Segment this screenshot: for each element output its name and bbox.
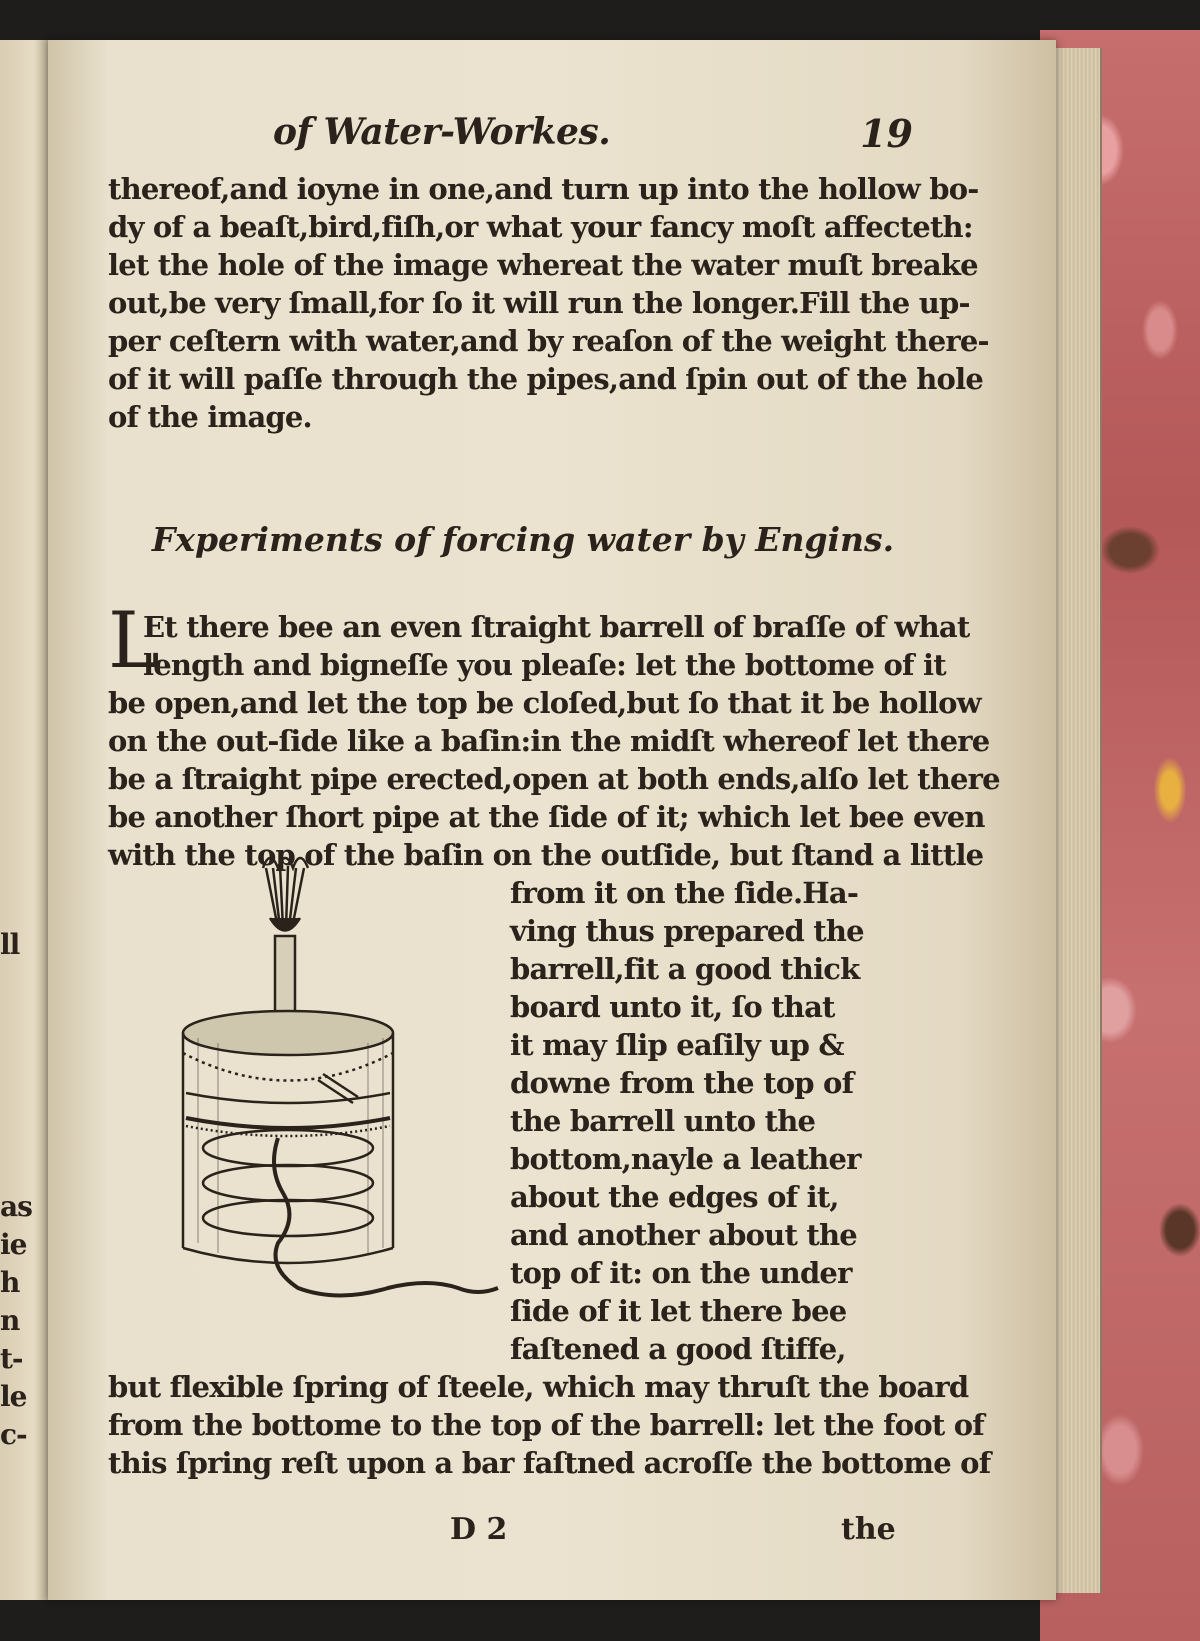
previous-page-edge (0, 40, 48, 1600)
book-page (48, 40, 1056, 1600)
section-title: Fxperiments of forcing water by Engins. (151, 520, 895, 559)
text-line: on the out-ſide like a baſin:in the midſt whereof let there (108, 724, 990, 758)
text-line: out,be very ſmall,for ſo it will run the longer.Fill the up- (108, 286, 970, 320)
cord-illustration (274, 1138, 498, 1296)
text-line: from the bottome to the top of the barrell: let the foot of (108, 1408, 984, 1442)
text-line: ving thus prepared the (510, 914, 864, 948)
text-line: Et there bee an even ſtraight barrell of braſſe of what (143, 610, 970, 644)
left-page-fragment: t- (0, 1342, 23, 1375)
text-line: downe from the top of (510, 1066, 854, 1100)
text-line: bottom,nayle a leather (510, 1142, 861, 1176)
left-page-fragment: le (0, 1380, 27, 1413)
left-page-fragment: ll (0, 928, 20, 961)
catchword: the (841, 1512, 896, 1547)
text-line: be a ſtraight pipe erected,open at both ends,alſo let there (108, 762, 1000, 796)
text-line: it may ſlip eaſily up & (510, 1028, 844, 1062)
water-spray-illustration (263, 858, 308, 931)
text-line: let the hole of the image whereat the water muſt breake (108, 248, 978, 282)
signature-mark: D 2 (450, 1512, 508, 1547)
text-line: but flexible ſpring of ſteele, which may thruſt the board (108, 1370, 969, 1404)
text-line: and another about the (510, 1218, 857, 1252)
text-line: the barrell unto the (510, 1104, 816, 1138)
text-line: barrell,fit a good thick (510, 952, 860, 986)
text-line: be another ſhort pipe at the ſide of it; which let bee even (108, 800, 985, 834)
text-line: of it will paſſe through the pipes,and ſpin out of the hole (108, 362, 983, 396)
text-line: dy of a beaſt,bird,fiſh,or what your fancy moſt affecteth: (108, 210, 973, 244)
text-line: ſide of it let there bee (510, 1294, 847, 1328)
barrel-engine-woodcut (178, 848, 518, 1348)
running-head (273, 105, 913, 165)
text-line: thereof,and ioyne in one,and turn up into the hollow bo- (108, 172, 979, 206)
text-line: be open,and let the top be cloſed,but ſo that it be hollow (108, 686, 981, 720)
left-page-fragment: n (0, 1304, 20, 1337)
left-page-fragment: ie (0, 1228, 27, 1261)
left-page-fragment: c- (0, 1418, 27, 1451)
text-line: about the edges of it, (510, 1180, 839, 1214)
text-line: length and bigneſſe you pleaſe: let the bottome of it (143, 648, 946, 682)
left-page-fragment: as (0, 1190, 32, 1223)
text-line: from it on the ſide.Ha- (510, 876, 859, 910)
text-line: top of it: on the under (510, 1256, 852, 1290)
left-page-fragment: h (0, 1266, 20, 1299)
text-line: faſtened a good ſtiffe, (510, 1332, 846, 1366)
text-line: this ſpring reſt upon a bar faſtned acroſſe the bottome of (108, 1446, 991, 1480)
text-line: board unto it, ſo that (510, 990, 835, 1024)
text-line: with the top of the baſin on the outſide, but ſtand a little (108, 838, 984, 872)
text-line: per ceſtern with water,and by reaſon of the weight there- (108, 324, 989, 358)
page-number: 19 (860, 111, 913, 156)
running-head-title: of Water-Workes. (273, 111, 611, 153)
drop-cap: L (108, 596, 160, 686)
text-line: of the image. (108, 400, 312, 434)
